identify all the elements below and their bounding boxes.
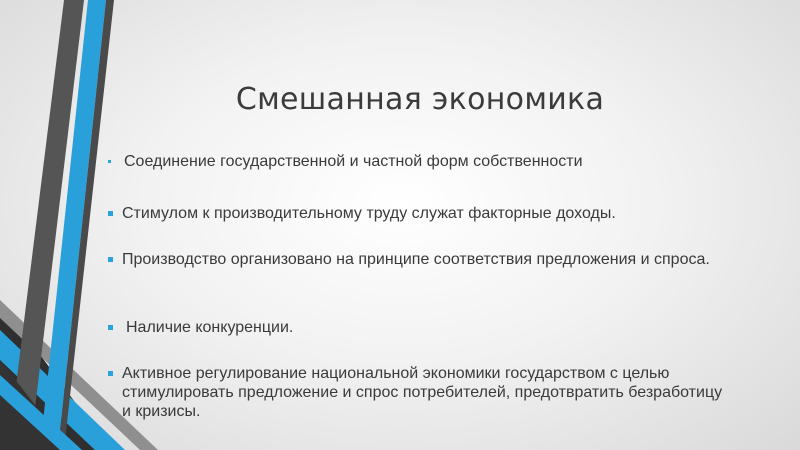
bullet-marker [108, 211, 113, 216]
slide-title: Смешанная экономика [235, 82, 605, 117]
bullet-marker [108, 160, 111, 163]
bullet-marker [108, 257, 113, 262]
list-item-text: Наличие конкуренции. [126, 319, 294, 336]
list-item-text: Стимулом к производительному труду служат факторные доходы. [122, 205, 616, 222]
list-item-text: Активное регулирование национальной экономики государством с целью стимулировать предложение и спрос потребителей, предотвратить безработицу и кризисы. [122, 365, 723, 420]
bullet-marker [108, 371, 113, 376]
list-item-text: Производство организовано на принципе соответствия предложения и спроса. [122, 251, 710, 268]
list-item-text: Соединение государственной и частной форм собственности [124, 153, 583, 170]
bullet-marker [108, 325, 113, 330]
